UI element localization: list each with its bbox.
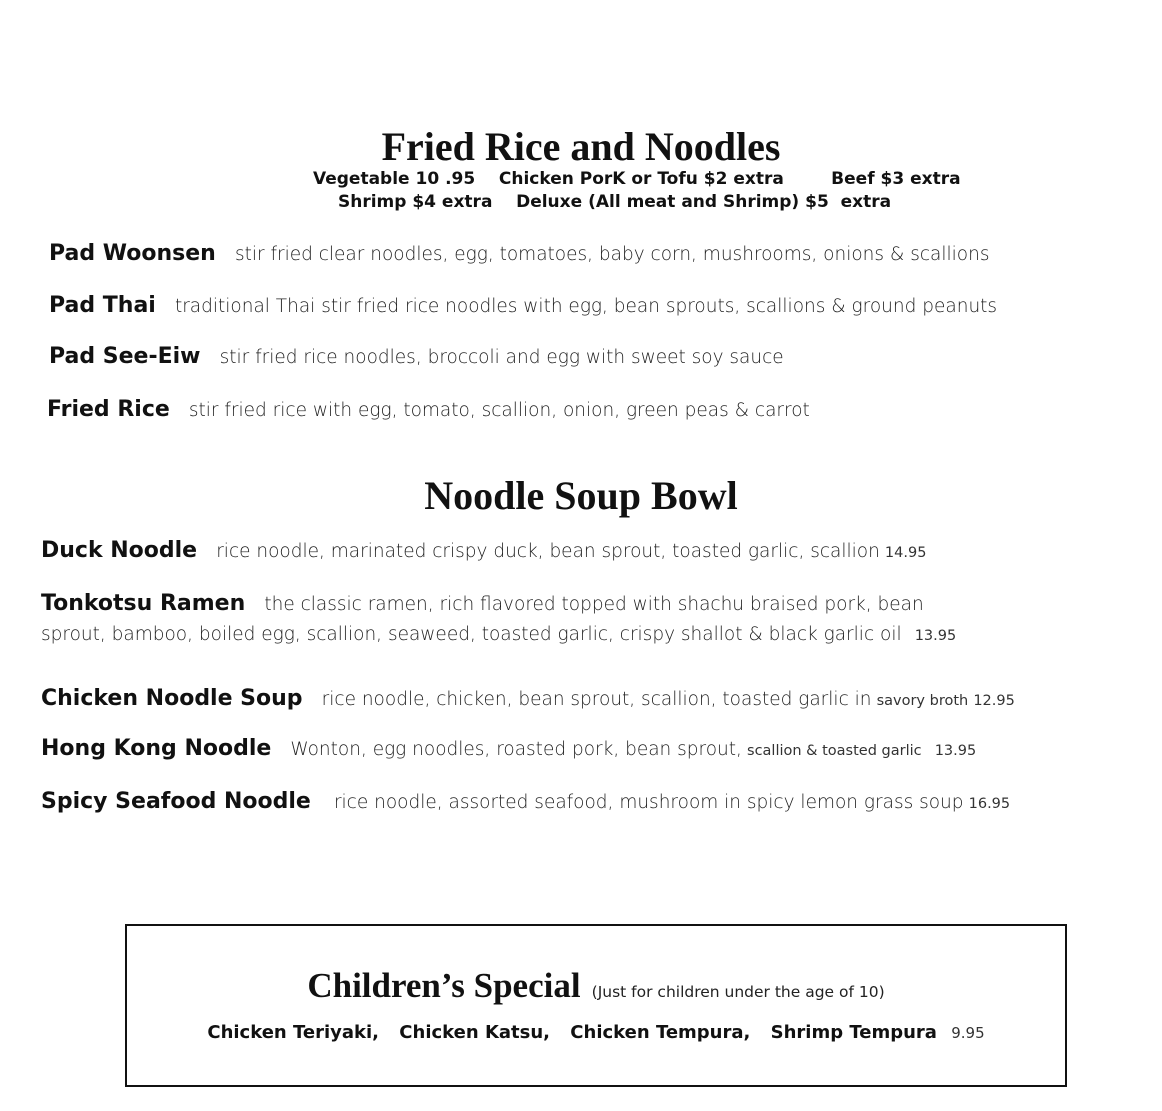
menu-item-fried-rice — [47, 396, 810, 425]
item-name: Pad Thai — [49, 293, 156, 318]
item-description: stir fried clear noodles, egg, tomatoes, baby corn, mushrooms, onions & scallions — [234, 244, 990, 265]
kids-item: Chicken Tempura, — [570, 1022, 751, 1043]
childrens-special-title: Children’s Special — [307, 966, 581, 1005]
menu-item-pad-see-eiw — [49, 343, 784, 372]
childrens-special-note: (Just for children under the age of 10) — [591, 983, 885, 1001]
item-description: traditional Thai stir fried rice noodles with egg, bean sprouts, scallions & ground peanuts — [174, 296, 998, 317]
item-name: Tonkotsu Ramen — [41, 591, 246, 616]
item-description: stir fried rice with egg, tomato, scallion, onion, green peas & carrot — [188, 400, 810, 421]
item-name: Fried Rice — [47, 397, 170, 422]
item-description: rice noodle, marinated crispy duck, bean sprout, toasted garlic, scallion — [216, 541, 880, 562]
kids-item: Shrimp Tempura — [770, 1022, 937, 1043]
item-description: the classic ramen, rich flavored topped with shachu braised pork, bean — [264, 594, 924, 615]
pricing-line-2: Shrimp $4 extra Deluxe (All meat and Shrimp) $5 extra — [338, 192, 892, 212]
item-name: Pad Woonsen — [49, 241, 216, 266]
menu-item-chicken-noodle-soup — [41, 685, 1015, 714]
item-price: 12.95 — [973, 693, 1015, 709]
item-name: Chicken Noodle Soup — [41, 686, 303, 711]
item-description: sprout, bamboo, boiled egg, scallion, seaweed, toasted garlic, crispy shallot & black garlic oil — [41, 624, 902, 645]
item-price: 13.95 — [914, 628, 957, 644]
item-name: Hong Kong Noodle — [41, 736, 272, 761]
item-description-small: savory broth — [876, 693, 969, 709]
item-name: Spicy Seafood Noodle — [41, 789, 311, 814]
childrens-special-items — [127, 1022, 1065, 1043]
menu-item-hong-kong-noodle — [41, 735, 976, 764]
menu-item-spicy-seafood-noodle — [41, 788, 1010, 817]
menu-item-pad-thai — [49, 292, 997, 321]
childrens-special-heading — [127, 966, 1065, 1006]
item-description: stir fried rice noodles, broccoli and egg with sweet soy sauce — [219, 347, 784, 368]
menu-item-pad-woonsen — [49, 240, 989, 269]
item-description-small: scallion & toasted garlic — [747, 743, 922, 759]
item-name: Duck Noodle — [41, 538, 198, 563]
section-title-fried-rice: Fried Rice and Noodles — [381, 124, 781, 169]
item-price: 13.95 — [934, 743, 977, 759]
pricing-line-1: Vegetable 10 .95 Chicken PorK or Tofu $2 extra Beef $3 extra — [313, 169, 961, 189]
kids-item: Chicken Teriyaki, — [207, 1022, 380, 1043]
item-description: rice noodle, chicken, bean sprout, scallion, toasted garlic in — [321, 689, 872, 710]
section-title-noodle-soup: Noodle Soup Bowl — [424, 473, 738, 518]
item-description: rice noodle, assorted seafood, mushroom in spicy lemon grass soup — [333, 792, 964, 813]
menu-item-tonkotsu-ramen — [41, 590, 924, 619]
item-price: 16.95 — [968, 796, 1011, 812]
menu-item-tonkotsu-ramen-cont — [41, 623, 956, 647]
childrens-special-box — [125, 924, 1067, 1087]
item-description: Wonton, egg noodles, roasted pork, bean sprout, — [290, 739, 742, 760]
kids-price: 9.95 — [951, 1024, 985, 1042]
item-name: Pad See-Eiw — [49, 344, 201, 369]
menu-item-duck-noodle — [41, 537, 926, 566]
item-price: 14.95 — [884, 545, 927, 561]
kids-item: Chicken Katsu, — [399, 1022, 551, 1043]
